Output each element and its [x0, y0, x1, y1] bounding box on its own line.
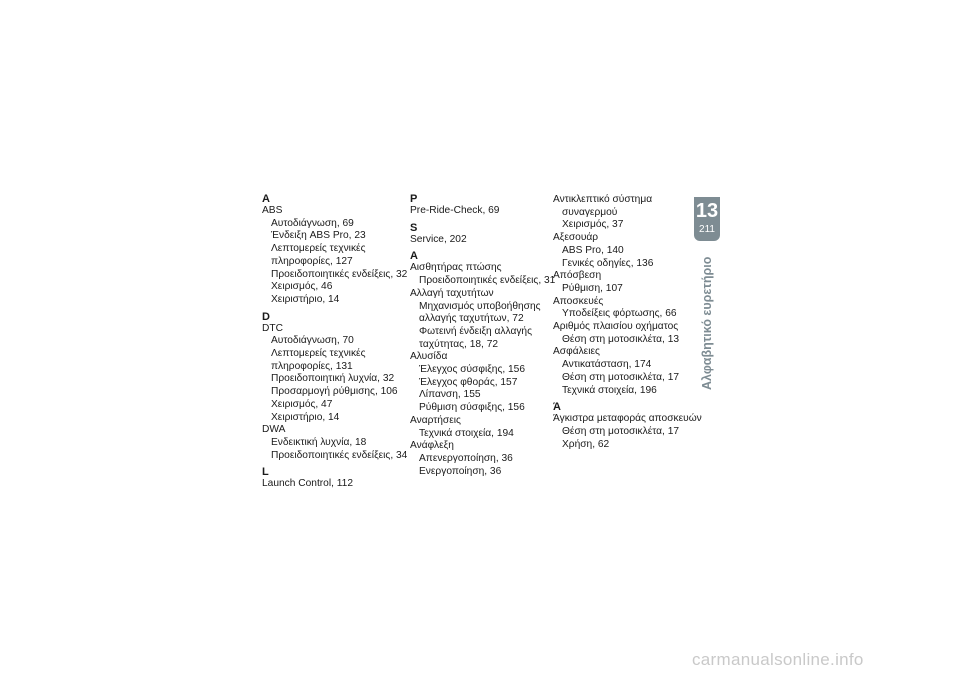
- section-letter: Α: [410, 250, 418, 263]
- index-subentry: πληροφορίες, 127: [271, 255, 353, 267]
- index-column-3: [553, 194, 702, 451]
- index-entry: Αισθητήρας πτώσης: [410, 262, 502, 274]
- index-subentry: Προειδοποιητικές ενδείξεις, 34: [271, 449, 408, 461]
- index-entry: DWA: [262, 424, 286, 436]
- index-subentry: Χειριστήριο, 14: [271, 411, 340, 423]
- index-entry: Pre-Ride-Check, 69: [410, 205, 500, 216]
- section-letter: S: [410, 221, 418, 234]
- index-subentry: Προειδοποιητικές ενδείξεις, 32: [271, 268, 408, 280]
- index-subentry: Χειρισμός, 37: [562, 219, 624, 231]
- index-section: [410, 223, 550, 247]
- index-entry: Αριθμός πλαισίου οχήματος: [553, 321, 679, 333]
- index-subentry: Λεπτομερείς τεχνικές: [271, 348, 366, 360]
- index-section: [262, 312, 407, 463]
- index-subentry: Προειδοποιητικές ενδείξεις, 31: [419, 275, 556, 287]
- index-entry: Launch Control, 112: [262, 478, 353, 490]
- index-subentry: Υποδείξεις φόρτωσης, 66: [562, 308, 677, 320]
- index-subentry: Αντικατάσταση, 174: [562, 359, 652, 371]
- chapter-tab: [694, 197, 720, 241]
- index-entry: Αποσκευές: [553, 295, 604, 307]
- index-section: [262, 194, 407, 307]
- index-subentry: Τεχνικά στοιχεία, 196: [562, 384, 657, 396]
- index-column-2: [410, 193, 556, 478]
- index-subentry: Αυτοδιάγνωση, 70: [271, 335, 354, 347]
- index-subentry: Θέση στη μοτοσικλέτα, 17: [562, 425, 680, 437]
- index-entry: Αλυσίδα: [410, 351, 448, 363]
- index-subentry: ταχύτητας, 18, 72: [419, 338, 499, 350]
- index-entry: Ανάφλεξη: [410, 440, 454, 452]
- index-subentry: Ρύθμιση σύσφιξης, 156: [419, 402, 525, 414]
- index-subentry: Γενικές οδηγίες, 136: [562, 257, 654, 269]
- index-entry: Αντικλεπτικό σύστημα: [553, 194, 653, 205]
- index-subentry: Θέση στη μοτοσικλέτα, 13: [562, 333, 680, 345]
- index-subentry: Χειρισμός, 46: [271, 281, 333, 293]
- index-subentry: αλλαγής ταχυτήτων, 72: [419, 313, 524, 325]
- index-subentry: Ενδεικτική λυχνία, 18: [271, 436, 367, 448]
- index-subentry: Ένδειξη ABS Pro, 23: [271, 230, 366, 242]
- watermark: carmanualsonline.info: [692, 650, 864, 669]
- index-entry: Αναρτήσεις: [410, 414, 461, 426]
- index-entry: DTC: [262, 322, 283, 334]
- index-entry: Ασφάλειες: [553, 346, 600, 358]
- section-letter: D: [262, 310, 270, 323]
- chapter-number: 13: [695, 200, 719, 222]
- index-subentry: Προσαρμογή ρύθμισης, 106: [271, 386, 398, 398]
- index-subentry: Μηχανισμός υποβοήθησης: [419, 300, 541, 312]
- index-subentry: Ρύθμιση, 107: [562, 282, 623, 294]
- index-subentry: Θέση στη μοτοσικλέτα, 17: [562, 371, 680, 383]
- index-entry: Άγκιστρα μεταφοράς αποσκευών: [553, 413, 702, 425]
- index-subentry: πληροφορίες, 131: [271, 360, 353, 372]
- section-letter: A: [262, 193, 270, 205]
- index-column-1: [262, 194, 407, 491]
- index-subentry: Χρήση, 62: [562, 438, 610, 450]
- index-subentry: Προειδοποιητική λυχνία, 32: [271, 373, 395, 385]
- index-subentry: Λίπανση, 155: [419, 389, 481, 401]
- side-title: Αλφαβητικό ευρετήριο: [700, 256, 714, 390]
- index-entry: Απόσβεση: [553, 270, 602, 282]
- index-subentry: Αυτοδιάγνωση, 69: [271, 217, 354, 229]
- section-letter: Ά: [553, 401, 561, 414]
- index-subentry: Χειριστήριο, 14: [271, 293, 340, 305]
- index-entry: Αξεσουάρ: [553, 232, 599, 244]
- index-section: [262, 467, 407, 491]
- index-subentry: Λεπτομερείς τεχνικές: [271, 243, 366, 255]
- index-entry: ABS: [262, 205, 283, 216]
- index-subentry: Χειρισμός, 47: [271, 398, 333, 410]
- index-section: [553, 401, 702, 451]
- index-subentry: Έλεγχος σύσφιξης, 156: [419, 364, 526, 376]
- section-letter: P: [410, 193, 418, 205]
- index-section: [410, 250, 556, 478]
- index-entry: Αλλαγή ταχυτήτων: [410, 287, 494, 299]
- section-letter: L: [262, 466, 269, 479]
- index-subentry: Ενεργοποίηση, 36: [419, 465, 502, 477]
- index-subentry: ABS Pro, 140: [562, 244, 624, 256]
- index-section: [410, 194, 550, 218]
- page-number: 211: [699, 224, 715, 235]
- index-section: [553, 194, 693, 397]
- index-entry: Service, 202: [410, 233, 467, 245]
- index-subentry: Έλεγχος φθοράς, 157: [419, 376, 518, 388]
- index-subentry: συναγερμού: [562, 206, 618, 218]
- index-subentry: Τεχνικά στοιχεία, 194: [419, 427, 514, 439]
- index-subentry: Φωτεινή ένδειξη αλλαγής: [419, 325, 533, 337]
- index-subentry: Απενεργοποίηση, 36: [419, 452, 513, 464]
